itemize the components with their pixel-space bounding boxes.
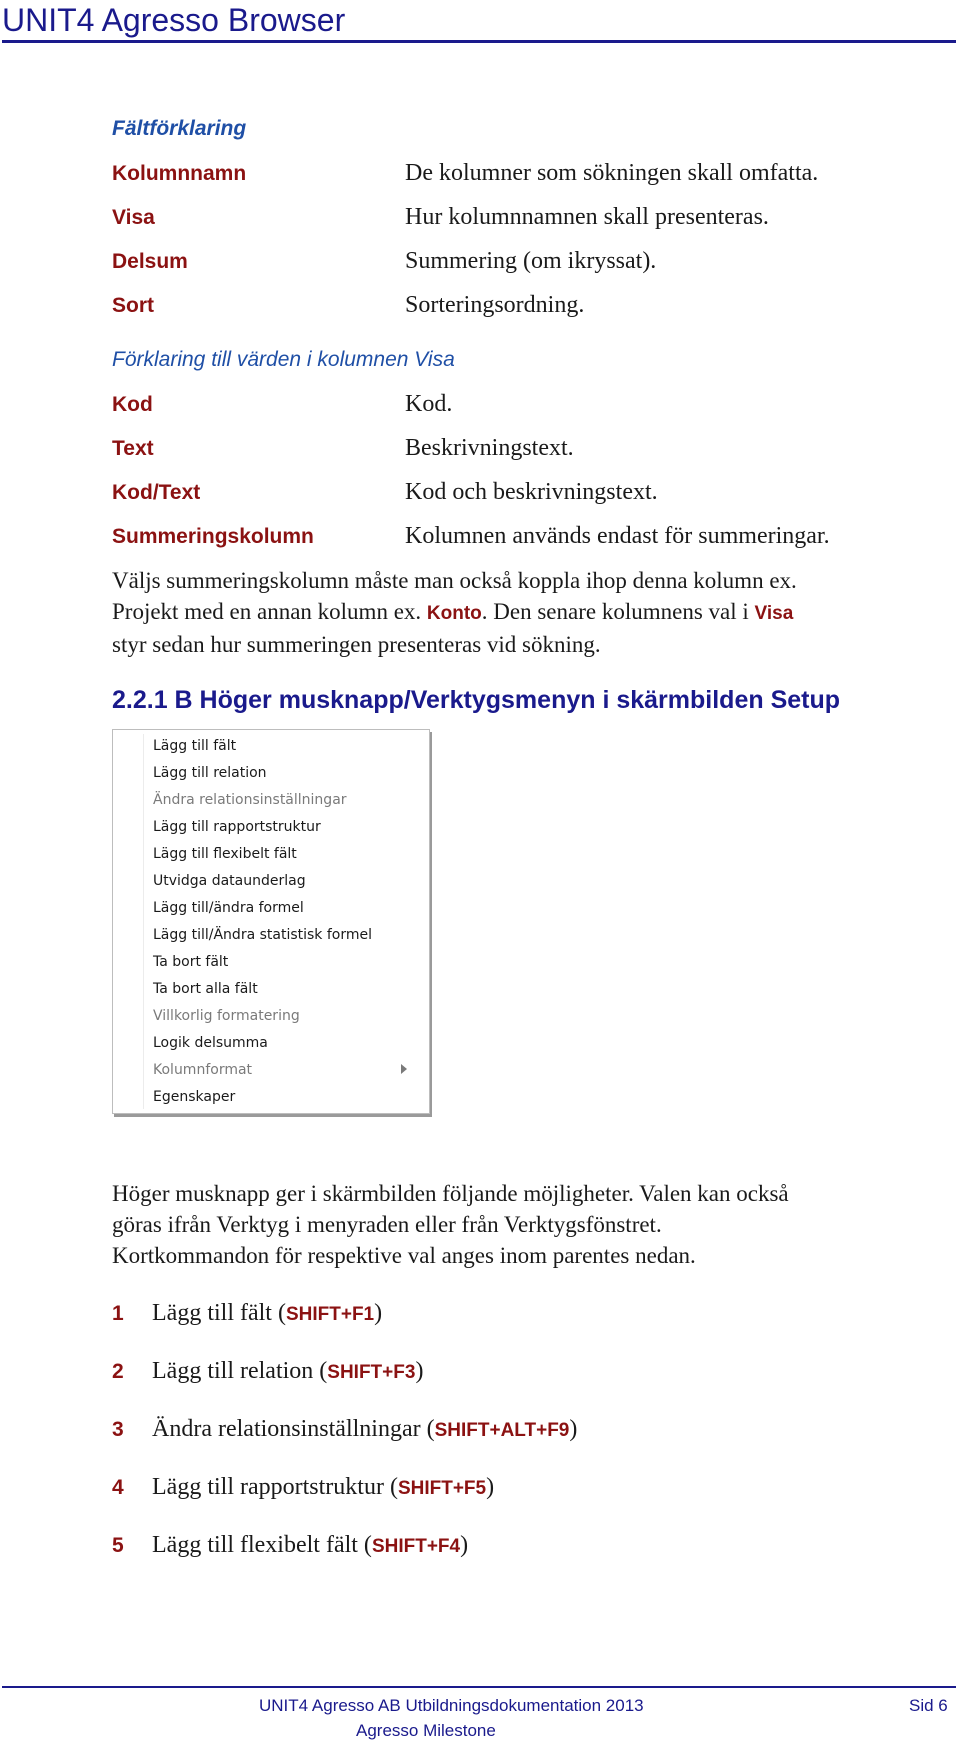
menu-item-label: Kolumnformat <box>153 1062 253 1078</box>
field-row-sort <box>0 292 960 322</box>
value-definition: Kolumnen används endast för summeringar. <box>405 523 830 549</box>
summary-note-paragraph <box>112 565 932 660</box>
shortcut-key: SHIFT+F4 <box>371 1536 461 1557</box>
field-term: Delsum <box>112 250 188 273</box>
field-term: Visa <box>112 206 155 229</box>
menu-item-extend-data[interactable]: Utvidga dataunderlag <box>153 873 306 889</box>
menu-item-conditional-formatting[interactable]: Villkorlig formatering <box>153 1008 300 1024</box>
shortcut-item <box>112 1300 912 1334</box>
context-menu <box>112 729 430 1114</box>
shortcut-close: ) <box>460 1532 469 1558</box>
shortcut-label: Lägg till relation ( <box>152 1358 328 1384</box>
intro-line: göras ifrån Verktyg i menyraden eller från Verktygsfönstret. <box>112 1212 662 1237</box>
footer-doc-title: UNIT4 Agresso AB Utbildningsdokumentation 2013 <box>259 1696 644 1715</box>
field-row-delsum <box>0 248 960 278</box>
value-row-text <box>0 435 960 465</box>
intro-line: Kortkommandon för respektive val anges inom parentes nedan. <box>112 1243 696 1268</box>
field-row-visa <box>0 204 960 234</box>
field-definition: Hur kolumnnamnen skall presenteras. <box>405 204 769 230</box>
shortcut-label: Ändra relationsinställningar ( <box>152 1416 435 1442</box>
field-term: Kolumnnamn <box>112 162 247 185</box>
footer-rule <box>2 1686 956 1688</box>
shortcut-number: 2 <box>112 1360 124 1383</box>
value-definition: Kod och beskrivningstext. <box>405 479 658 505</box>
menu-item-add-flexible-field[interactable]: Lägg till flexibelt fält <box>153 846 297 862</box>
menu-item-add-field[interactable]: Lägg till fält <box>153 738 237 754</box>
header-rule <box>2 40 956 43</box>
shortcut-number: 4 <box>112 1476 124 1499</box>
shortcut-text <box>152 1358 423 1385</box>
field-row-kolumnnamn <box>0 160 960 190</box>
shortcut-close: ) <box>374 1300 383 1326</box>
footer-page-number: Sid 6 <box>909 1696 948 1715</box>
shortcut-label: Lägg till rapportstruktur ( <box>152 1474 398 1500</box>
summary-note-line: Väljs summeringskolumn måste man också koppla ihop denna kolumn ex. <box>112 568 797 593</box>
menu-item-add-edit-formula[interactable]: Lägg till/ändra formel <box>153 900 304 916</box>
shortcut-key: SHIFT+F3 <box>327 1362 416 1383</box>
shortcut-key: SHIFT+F1 <box>285 1304 375 1325</box>
menu-item-properties[interactable]: Egenskaper <box>153 1089 236 1105</box>
intro-line: Höger musknapp ger i skärmbilden följande möjligheter. Valen kan också <box>112 1181 789 1206</box>
shortcut-number: 1 <box>112 1302 124 1325</box>
field-definition: Sorteringsordning. <box>405 292 585 318</box>
value-term: Summeringskolumn <box>112 525 314 548</box>
shortcut-key: SHIFT+F5 <box>397 1478 487 1499</box>
shortcut-text <box>152 1532 468 1559</box>
field-definition: Summering (om ikryssat). <box>405 248 657 274</box>
summary-note-text: . Den senare kolumnens val i <box>481 599 755 624</box>
chevron-right-icon <box>401 1064 407 1074</box>
shortcut-item <box>112 1532 912 1566</box>
shortcut-item <box>112 1358 912 1392</box>
shortcut-key: SHIFT+ALT+F9 <box>434 1420 570 1441</box>
shortcut-label: Lägg till fält ( <box>152 1300 286 1326</box>
shortcut-item <box>112 1474 912 1508</box>
shortcut-close: ) <box>415 1358 424 1384</box>
menu-gutter-divider <box>143 734 144 1109</box>
menu-item-add-report-structure[interactable]: Lägg till rapportstruktur <box>153 819 321 835</box>
keyword-visa: Visa <box>754 603 794 624</box>
shortcut-text <box>152 1300 382 1327</box>
menu-item-edit-relation-settings[interactable]: Ändra relationsinställningar <box>153 792 347 808</box>
shortcut-item <box>112 1416 912 1450</box>
menu-item-add-relation[interactable]: Lägg till relation <box>153 765 267 781</box>
shortcut-close: ) <box>486 1474 495 1500</box>
value-row-kod <box>0 391 960 421</box>
field-term: Sort <box>112 294 154 317</box>
summary-note-line <box>112 596 932 629</box>
menu-item-add-edit-statistical-formula[interactable]: Lägg till/Ändra statistisk formel <box>153 927 373 943</box>
shortcut-label: Lägg till flexibelt fält ( <box>152 1532 372 1558</box>
shortcut-number: 5 <box>112 1534 124 1557</box>
menu-item-remove-all-fields[interactable]: Ta bort alla fält <box>153 981 258 997</box>
shortcut-close: ) <box>569 1416 578 1442</box>
value-row-summeringskolumn <box>0 523 960 553</box>
value-definition: Kod. <box>405 391 453 417</box>
value-explanation-heading: Förklaring till värden i kolumnen Visa <box>112 348 455 371</box>
intro-paragraph <box>112 1178 932 1271</box>
shortcut-text <box>152 1474 494 1501</box>
menu-item-column-format[interactable] <box>153 1057 419 1084</box>
value-term: Text <box>112 437 154 460</box>
value-definition: Beskrivningstext. <box>405 435 574 461</box>
document-header-title: UNIT4 Agresso Browser <box>2 2 346 38</box>
shortcut-text <box>152 1416 577 1443</box>
keyword-konto: Konto <box>426 603 482 624</box>
value-row-kod-text <box>0 479 960 509</box>
shortcut-number: 3 <box>112 1418 124 1441</box>
field-definition: De kolumner som sökningen skall omfatta. <box>405 160 819 186</box>
summary-note-line: styr sedan hur summeringen presenteras vid sökning. <box>112 632 601 657</box>
value-term: Kod <box>112 393 153 416</box>
menu-item-remove-field[interactable]: Ta bort fält <box>153 954 229 970</box>
section-heading: 2.2.1 B Höger musknapp/Verktygsmenyn i skärmbilden Setup <box>112 686 841 714</box>
menu-item-subtotal-logic[interactable]: Logik delsumma <box>153 1035 268 1051</box>
field-explanation-heading: Fältförklaring <box>112 117 247 140</box>
value-term: Kod/Text <box>112 481 201 504</box>
summary-note-text: Projekt med en annan kolumn ex. <box>112 599 427 624</box>
footer-subtitle: Agresso Milestone <box>356 1721 496 1740</box>
